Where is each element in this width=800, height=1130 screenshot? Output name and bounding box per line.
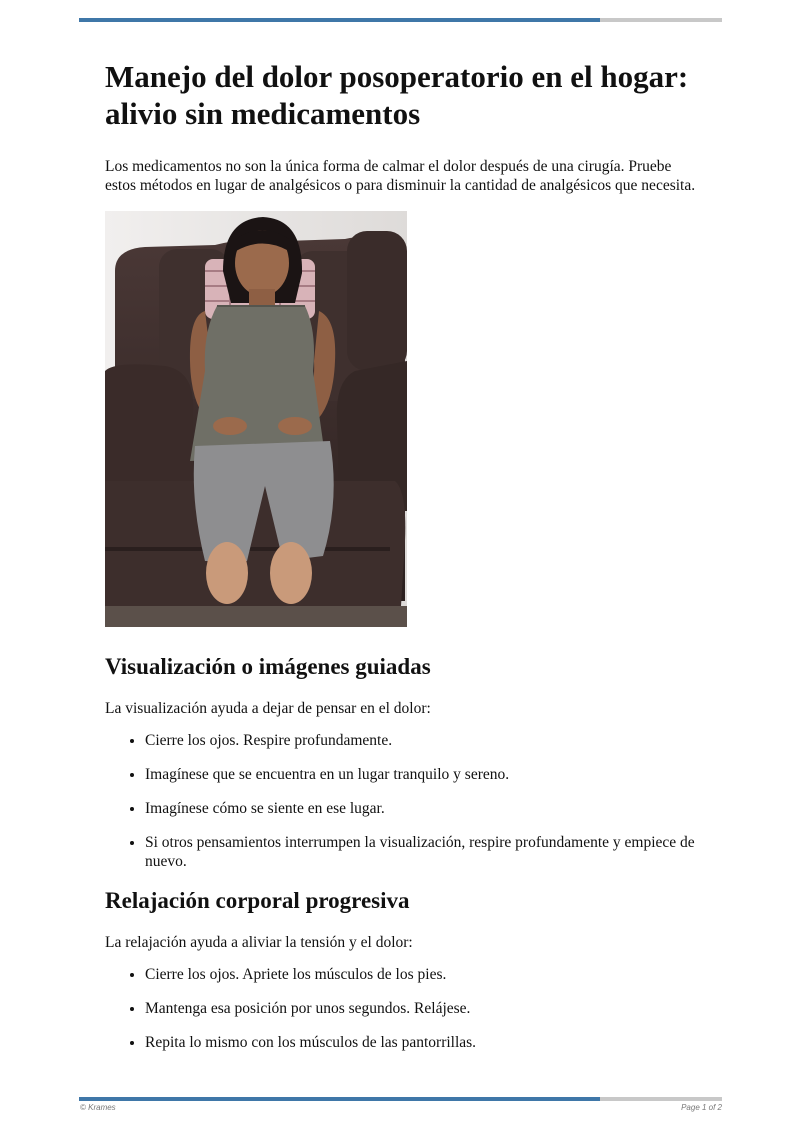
header-progress-fill [79,18,600,22]
page-title: Manejo del dolor posoperatorio en el hogar: alivio sin medicamentos [105,59,689,131]
section-lead: La visualización ayuda a dejar de pensar en el dolor: [105,700,431,717]
list-item: • Repita lo mismo con los músculos de las pantorrillas. [145,1034,705,1053]
bullet-list [105,966,705,1053]
section-heading: Visualización o imágenes guiadas [105,654,431,679]
section-visualization [105,653,705,871]
section-relaxation [105,887,705,1053]
list-item: • Cierre los ojos. Respire profundamente. [145,732,705,751]
list-item: • Si otros pensamientos interrumpen la visualización, respire profundamente y empiece de nuevo. [145,834,705,871]
photo-illustration [105,211,407,627]
photo-woman-relaxing [105,211,407,627]
section-heading: Relajación corporal progresiva [105,888,410,913]
section-lead: La relajación ayuda a aliviar la tensión y el dolor: [105,934,413,951]
footer-copyright: © Krames [80,1103,116,1112]
list-item: • Mantenga esa posición por unos segundos. Relájese. [145,1000,705,1019]
bullet-list [105,732,705,871]
footer-progress-fill [79,1097,600,1101]
intro-paragraph: Los medicamentos no son la única forma de calmar el dolor después de una cirugía. Pruebe estos métodos en lugar de analgésicos o para disminuir la cantidad de analgésicos que necesita. [105,158,696,194]
footer-progress-track [79,1097,722,1101]
list-item: • Cierre los ojos. Apriete los músculos de los pies. [145,966,705,985]
document-body [105,58,705,1069]
list-item: • Imagínese que se encuentra en un lugar tranquilo y sereno. [145,766,705,785]
header-progress-track [79,18,722,22]
footer-page-number: Page 1 of 2 [681,1103,722,1112]
list-item: • Imagínese cómo se siente en ese lugar. [145,800,705,819]
